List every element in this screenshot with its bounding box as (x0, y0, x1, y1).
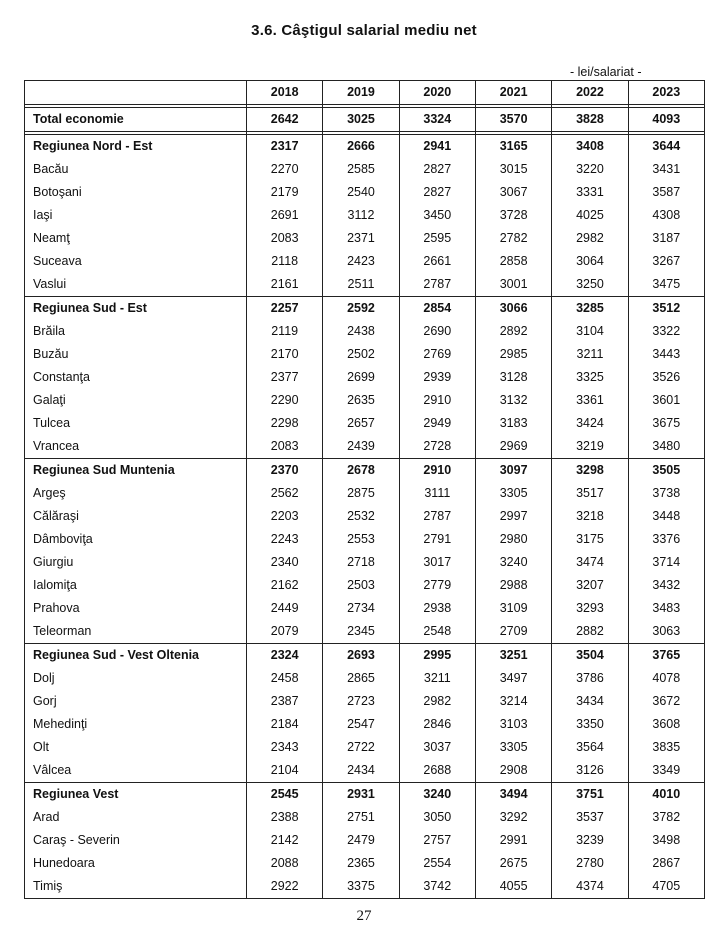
value-cell: 3187 (628, 227, 704, 250)
county-row (25, 227, 705, 250)
value-cell: 2449 (247, 597, 323, 620)
year-header: 2021 (475, 81, 551, 105)
value-cell: 2657 (323, 412, 399, 435)
value-cell: 2592 (323, 297, 399, 321)
value-cell: 4093 (628, 108, 704, 132)
county-row (25, 482, 705, 505)
county-row (25, 412, 705, 435)
county-row (25, 389, 705, 412)
region-row (25, 783, 705, 807)
value-cell: 3097 (475, 459, 551, 483)
value-cell: 4308 (628, 204, 704, 227)
row-label: Regiunea Sud - Est (25, 297, 247, 321)
value-cell: 3037 (399, 736, 475, 759)
value-cell: 2317 (247, 135, 323, 159)
row-label: Vâlcea (25, 759, 247, 783)
value-cell: 3448 (628, 505, 704, 528)
value-cell: 2791 (399, 528, 475, 551)
value-cell: 3220 (552, 158, 628, 181)
county-row (25, 597, 705, 620)
value-cell: 2722 (323, 736, 399, 759)
value-cell: 2324 (247, 644, 323, 668)
unit-label: - lei/salariat - (570, 65, 642, 79)
value-cell: 2340 (247, 551, 323, 574)
header-row (25, 81, 705, 105)
value-cell: 3285 (552, 297, 628, 321)
value-cell: 3498 (628, 829, 704, 852)
value-cell: 3322 (628, 320, 704, 343)
value-cell: 2545 (247, 783, 323, 807)
value-cell: 3240 (399, 783, 475, 807)
value-cell: 2757 (399, 829, 475, 852)
value-cell: 2782 (475, 227, 551, 250)
value-cell: 2997 (475, 505, 551, 528)
value-cell: 2365 (323, 852, 399, 875)
value-cell: 2991 (475, 829, 551, 852)
value-cell: 3219 (552, 435, 628, 459)
value-cell: 3475 (628, 273, 704, 297)
value-cell: 2995 (399, 644, 475, 668)
value-cell: 3483 (628, 597, 704, 620)
value-cell: 2532 (323, 505, 399, 528)
row-label: Constanţa (25, 366, 247, 389)
row-label: Total economie (25, 108, 247, 132)
value-cell: 3786 (552, 667, 628, 690)
value-cell: 3267 (628, 250, 704, 273)
value-cell: 3570 (475, 108, 551, 132)
value-cell: 3376 (628, 528, 704, 551)
value-cell: 3211 (552, 343, 628, 366)
value-cell: 3432 (628, 574, 704, 597)
row-label: Vrancea (25, 435, 247, 459)
value-cell: 3017 (399, 551, 475, 574)
value-cell: 2343 (247, 736, 323, 759)
value-cell: 3331 (552, 181, 628, 204)
value-cell: 2690 (399, 320, 475, 343)
value-cell: 3251 (475, 644, 551, 668)
value-cell: 3450 (399, 204, 475, 227)
value-cell: 2787 (399, 273, 475, 297)
value-cell: 3350 (552, 713, 628, 736)
value-cell: 2243 (247, 528, 323, 551)
value-cell: 2371 (323, 227, 399, 250)
value-cell: 2184 (247, 713, 323, 736)
value-cell: 2779 (399, 574, 475, 597)
value-cell: 3375 (323, 875, 399, 899)
value-cell: 2458 (247, 667, 323, 690)
value-cell: 2787 (399, 505, 475, 528)
region-row (25, 135, 705, 159)
row-label: Tulcea (25, 412, 247, 435)
row-label: Hunedoara (25, 852, 247, 875)
value-cell: 3064 (552, 250, 628, 273)
value-cell: 2678 (323, 459, 399, 483)
row-label: Giurgiu (25, 551, 247, 574)
value-cell: 4374 (552, 875, 628, 899)
row-label: Regiunea Sud - Vest Oltenia (25, 644, 247, 668)
value-cell: 3001 (475, 273, 551, 297)
value-cell: 2922 (247, 875, 323, 899)
value-cell: 2980 (475, 528, 551, 551)
value-cell: 3214 (475, 690, 551, 713)
value-cell: 2083 (247, 227, 323, 250)
value-cell: 2718 (323, 551, 399, 574)
value-cell: 3474 (552, 551, 628, 574)
row-label: Bacău (25, 158, 247, 181)
table-title: 3.6. Câştigul salarial mediu net (251, 22, 477, 39)
value-cell: 2547 (323, 713, 399, 736)
row-label: Dolj (25, 667, 247, 690)
county-row (25, 736, 705, 759)
value-cell: 3293 (552, 597, 628, 620)
value-cell: 2941 (399, 135, 475, 159)
year-header: 2018 (247, 81, 323, 105)
value-cell: 2709 (475, 620, 551, 644)
value-cell: 2434 (323, 759, 399, 783)
value-cell: 2438 (323, 320, 399, 343)
value-cell: 2728 (399, 435, 475, 459)
value-cell: 2666 (323, 135, 399, 159)
row-label: Suceava (25, 250, 247, 273)
row-label: Vaslui (25, 273, 247, 297)
county-row (25, 320, 705, 343)
page-number: 27 (356, 908, 372, 924)
value-cell: 3480 (628, 435, 704, 459)
value-cell: 2161 (247, 273, 323, 297)
value-cell: 2635 (323, 389, 399, 412)
value-cell: 2642 (247, 108, 323, 132)
value-cell: 2554 (399, 852, 475, 875)
value-cell: 2827 (399, 158, 475, 181)
row-label: Brăila (25, 320, 247, 343)
county-row (25, 574, 705, 597)
value-cell: 2502 (323, 343, 399, 366)
county-row (25, 875, 705, 899)
region-row (25, 459, 705, 483)
value-cell: 3015 (475, 158, 551, 181)
value-cell: 3443 (628, 343, 704, 366)
value-cell: 2257 (247, 297, 323, 321)
value-cell: 2910 (399, 389, 475, 412)
value-cell: 2170 (247, 343, 323, 366)
value-cell: 2345 (323, 620, 399, 644)
value-cell: 2882 (552, 620, 628, 644)
value-cell: 2780 (552, 852, 628, 875)
value-cell: 3714 (628, 551, 704, 574)
value-cell: 2910 (399, 459, 475, 483)
value-cell: 3526 (628, 366, 704, 389)
value-cell: 2388 (247, 806, 323, 829)
row-label: Ialomiţa (25, 574, 247, 597)
value-cell: 3128 (475, 366, 551, 389)
value-cell: 2858 (475, 250, 551, 273)
value-cell: 2734 (323, 597, 399, 620)
value-cell: 2982 (552, 227, 628, 250)
row-label: Buzău (25, 343, 247, 366)
value-cell: 4010 (628, 783, 704, 807)
value-cell: 3361 (552, 389, 628, 412)
value-cell: 2503 (323, 574, 399, 597)
value-cell: 2949 (399, 412, 475, 435)
row-label: Teleorman (25, 620, 247, 644)
county-row (25, 366, 705, 389)
county-row (25, 620, 705, 644)
year-header: 2020 (399, 81, 475, 105)
value-cell: 3132 (475, 389, 551, 412)
value-cell: 3564 (552, 736, 628, 759)
value-cell: 3349 (628, 759, 704, 783)
value-cell: 2982 (399, 690, 475, 713)
value-cell: 3103 (475, 713, 551, 736)
row-label: Argeş (25, 482, 247, 505)
value-cell: 3165 (475, 135, 551, 159)
county-row (25, 713, 705, 736)
value-cell: 2088 (247, 852, 323, 875)
row-label: Gorj (25, 690, 247, 713)
value-cell: 2699 (323, 366, 399, 389)
value-cell: 2162 (247, 574, 323, 597)
value-cell: 2693 (323, 644, 399, 668)
value-cell: 2119 (247, 320, 323, 343)
value-cell: 2892 (475, 320, 551, 343)
value-cell: 2290 (247, 389, 323, 412)
value-cell: 3025 (323, 108, 399, 132)
row-label: Timiş (25, 875, 247, 899)
value-cell: 3050 (399, 806, 475, 829)
value-cell: 2142 (247, 829, 323, 852)
county-row (25, 852, 705, 875)
county-row (25, 528, 705, 551)
value-cell: 3644 (628, 135, 704, 159)
value-cell: 3675 (628, 412, 704, 435)
value-cell: 3111 (399, 482, 475, 505)
county-row (25, 181, 705, 204)
value-cell: 4078 (628, 667, 704, 690)
value-cell: 2969 (475, 435, 551, 459)
value-cell: 3828 (552, 108, 628, 132)
salary-table (24, 80, 705, 899)
value-cell: 3207 (552, 574, 628, 597)
year-header: 2019 (323, 81, 399, 105)
value-cell: 3324 (399, 108, 475, 132)
value-cell: 2423 (323, 250, 399, 273)
value-cell: 2104 (247, 759, 323, 783)
value-cell: 2985 (475, 343, 551, 366)
county-row (25, 829, 705, 852)
value-cell: 2585 (323, 158, 399, 181)
value-cell: 3504 (552, 644, 628, 668)
value-cell: 2908 (475, 759, 551, 783)
value-cell: 3728 (475, 204, 551, 227)
region-row (25, 644, 705, 668)
row-label: Arad (25, 806, 247, 829)
value-cell: 3104 (552, 320, 628, 343)
value-cell: 3067 (475, 181, 551, 204)
value-cell: 3305 (475, 482, 551, 505)
value-cell: 2846 (399, 713, 475, 736)
value-cell: 3408 (552, 135, 628, 159)
row-label: Olt (25, 736, 247, 759)
value-cell: 2661 (399, 250, 475, 273)
value-cell: 3497 (475, 667, 551, 690)
value-cell: 2118 (247, 250, 323, 273)
value-cell: 3601 (628, 389, 704, 412)
value-cell: 3292 (475, 806, 551, 829)
value-cell: 2939 (399, 366, 475, 389)
county-row (25, 667, 705, 690)
value-cell: 3239 (552, 829, 628, 852)
row-label: Regiunea Vest (25, 783, 247, 807)
row-label: Caraş - Severin (25, 829, 247, 852)
value-cell: 2675 (475, 852, 551, 875)
value-cell: 2723 (323, 690, 399, 713)
county-row (25, 505, 705, 528)
value-cell: 2553 (323, 528, 399, 551)
value-cell: 2387 (247, 690, 323, 713)
value-cell: 2377 (247, 366, 323, 389)
year-header: 2023 (628, 81, 704, 105)
county-row (25, 690, 705, 713)
value-cell: 2988 (475, 574, 551, 597)
region-row (25, 297, 705, 321)
value-cell: 2203 (247, 505, 323, 528)
value-cell: 3512 (628, 297, 704, 321)
value-cell: 2595 (399, 227, 475, 250)
value-cell: 3112 (323, 204, 399, 227)
value-cell: 3218 (552, 505, 628, 528)
value-cell: 3325 (552, 366, 628, 389)
value-cell: 2270 (247, 158, 323, 181)
value-cell: 3431 (628, 158, 704, 181)
value-cell: 3211 (399, 667, 475, 690)
year-header: 2022 (552, 81, 628, 105)
row-label: Regiunea Nord - Est (25, 135, 247, 159)
value-cell: 3240 (475, 551, 551, 574)
value-cell: 3109 (475, 597, 551, 620)
value-cell: 3517 (552, 482, 628, 505)
value-cell: 3298 (552, 459, 628, 483)
row-label: Galaţi (25, 389, 247, 412)
value-cell: 2827 (399, 181, 475, 204)
value-cell: 3835 (628, 736, 704, 759)
value-cell: 3537 (552, 806, 628, 829)
value-cell: 3183 (475, 412, 551, 435)
value-cell: 3751 (552, 783, 628, 807)
value-cell: 2548 (399, 620, 475, 644)
value-cell: 2511 (323, 273, 399, 297)
value-cell: 2540 (323, 181, 399, 204)
row-label: Neamţ (25, 227, 247, 250)
county-row (25, 273, 705, 297)
row-label: Botoşani (25, 181, 247, 204)
county-row (25, 435, 705, 459)
value-cell: 2562 (247, 482, 323, 505)
value-cell: 4055 (475, 875, 551, 899)
header-corner (25, 81, 247, 105)
row-label: Regiunea Sud Muntenia (25, 459, 247, 483)
row-label: Prahova (25, 597, 247, 620)
value-cell: 2179 (247, 181, 323, 204)
value-cell: 3126 (552, 759, 628, 783)
value-cell: 2875 (323, 482, 399, 505)
value-cell: 3742 (399, 875, 475, 899)
value-cell: 2691 (247, 204, 323, 227)
value-cell: 3765 (628, 644, 704, 668)
county-row (25, 343, 705, 366)
row-label: Călăraşi (25, 505, 247, 528)
value-cell: 2688 (399, 759, 475, 783)
value-cell: 2298 (247, 412, 323, 435)
row-label: Mehedinţi (25, 713, 247, 736)
row-label: Iaşi (25, 204, 247, 227)
value-cell: 2938 (399, 597, 475, 620)
value-cell: 3587 (628, 181, 704, 204)
value-cell: 3175 (552, 528, 628, 551)
county-row (25, 204, 705, 227)
row-label: Dâmboviţa (25, 528, 247, 551)
value-cell: 3250 (552, 273, 628, 297)
value-cell: 3738 (628, 482, 704, 505)
value-cell: 4705 (628, 875, 704, 899)
value-cell: 2083 (247, 435, 323, 459)
value-cell: 3494 (475, 783, 551, 807)
value-cell: 3608 (628, 713, 704, 736)
county-row (25, 158, 705, 181)
county-row (25, 806, 705, 829)
county-row (25, 250, 705, 273)
value-cell: 2479 (323, 829, 399, 852)
value-cell: 2439 (323, 435, 399, 459)
value-cell: 3063 (628, 620, 704, 644)
value-cell: 2079 (247, 620, 323, 644)
value-cell: 2867 (628, 852, 704, 875)
county-row (25, 759, 705, 783)
value-cell: 2865 (323, 667, 399, 690)
county-row (25, 551, 705, 574)
table-body (25, 105, 705, 899)
value-cell: 2751 (323, 806, 399, 829)
value-cell: 2370 (247, 459, 323, 483)
value-cell: 2931 (323, 783, 399, 807)
value-cell: 2854 (399, 297, 475, 321)
total-row (25, 108, 705, 132)
value-cell: 3505 (628, 459, 704, 483)
value-cell: 3066 (475, 297, 551, 321)
value-cell: 4025 (552, 204, 628, 227)
value-cell: 3782 (628, 806, 704, 829)
value-cell: 2769 (399, 343, 475, 366)
value-cell: 3424 (552, 412, 628, 435)
value-cell: 3672 (628, 690, 704, 713)
value-cell: 3305 (475, 736, 551, 759)
value-cell: 3434 (552, 690, 628, 713)
